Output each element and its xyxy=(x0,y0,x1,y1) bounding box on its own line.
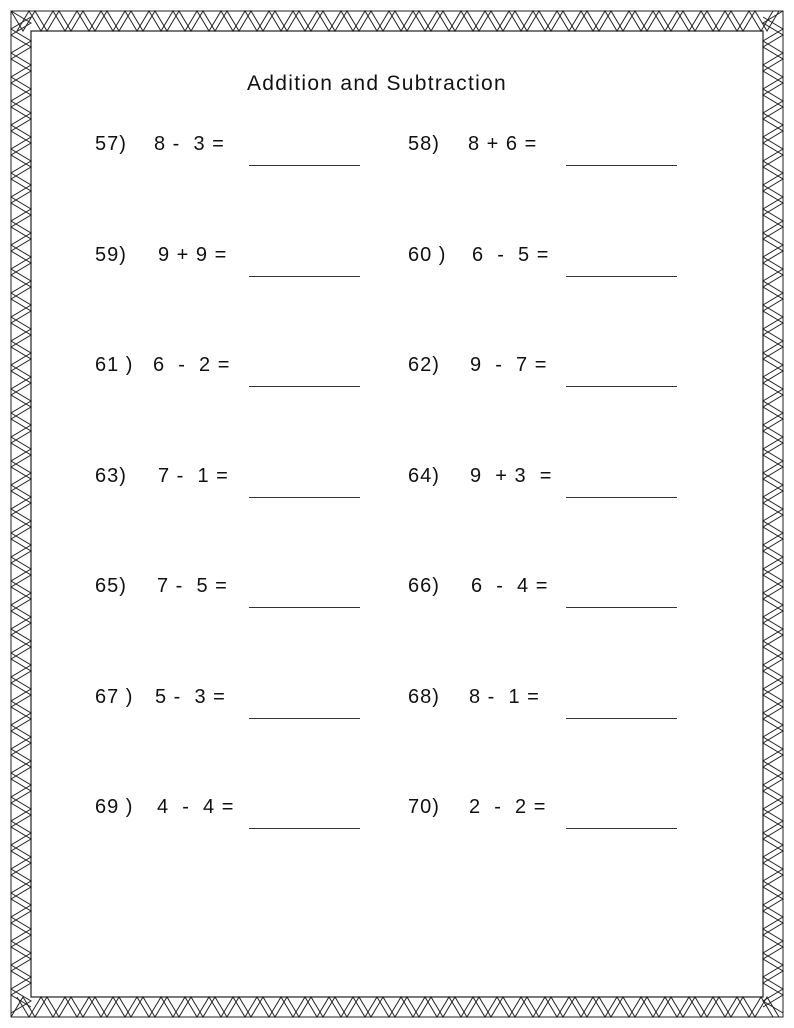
answer-line[interactable] xyxy=(249,587,360,608)
problem-expression: 8 + 6 = xyxy=(468,133,538,155)
problem-expression: 9 - 7 = xyxy=(470,354,548,376)
answer-line[interactable] xyxy=(249,698,360,719)
answer-line[interactable] xyxy=(566,145,677,166)
problem-number: 63) xyxy=(95,465,127,487)
problem-expression: 7 - 5 = xyxy=(157,575,228,597)
problem-number: 67 ) xyxy=(95,686,134,708)
problem-number: 59) xyxy=(95,244,127,266)
problem-number: 69 ) xyxy=(95,796,134,818)
problem-number: 66) xyxy=(408,575,440,597)
problem-expression: 7 - 1 = xyxy=(158,465,229,487)
problem-number: 65) xyxy=(95,575,127,597)
answer-line[interactable] xyxy=(566,256,677,277)
problem-number: 62) xyxy=(408,354,440,376)
problem-expression: 9 + 3 = xyxy=(470,465,553,487)
problem-expression: 2 - 2 = xyxy=(469,796,547,818)
problem-expression: 9 + 9 = xyxy=(158,244,228,266)
answer-line[interactable] xyxy=(566,587,677,608)
answer-line[interactable] xyxy=(566,366,677,387)
problem-number: 64) xyxy=(408,465,440,487)
border-frame-inner xyxy=(31,31,763,997)
problem-number: 60 ) xyxy=(408,244,447,266)
answer-line[interactable] xyxy=(249,145,360,166)
problem-number: 61 ) xyxy=(95,354,134,376)
problem-expression: 6 - 2 = xyxy=(153,354,231,376)
answer-line[interactable] xyxy=(566,698,677,719)
answer-line[interactable] xyxy=(566,808,677,829)
answer-line[interactable] xyxy=(249,477,360,498)
problem-number: 70) xyxy=(408,796,440,818)
answer-line[interactable] xyxy=(249,256,360,277)
problem-number: 68) xyxy=(408,686,440,708)
problem-number: 57) xyxy=(95,133,127,155)
problem-expression: 8 - 3 = xyxy=(154,133,225,155)
answer-line[interactable] xyxy=(566,477,677,498)
worksheet-title: Addition and Subtraction xyxy=(246,72,508,95)
problem-expression: 6 - 5 = xyxy=(472,244,550,266)
answer-line[interactable] xyxy=(249,808,360,829)
problem-expression: 5 - 3 = xyxy=(155,686,226,708)
problem-expression: 4 - 4 = xyxy=(157,796,235,818)
problem-number: 58) xyxy=(408,133,440,155)
problem-expression: 6 - 4 = xyxy=(471,575,549,597)
answer-line[interactable] xyxy=(249,366,360,387)
problem-expression: 8 - 1 = xyxy=(469,686,540,708)
